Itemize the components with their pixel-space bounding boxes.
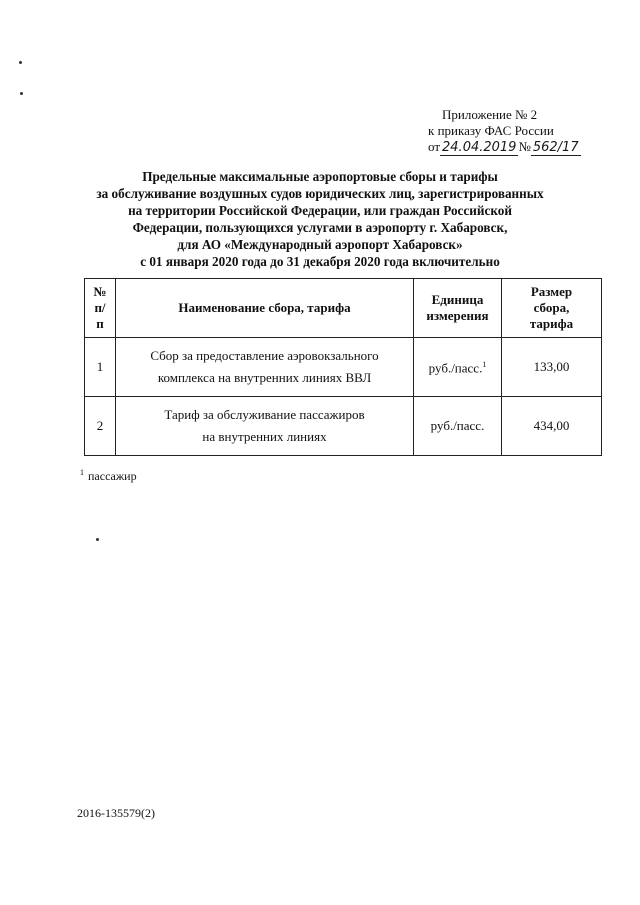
header-unit-line2: измерения xyxy=(426,308,489,323)
table-row xyxy=(85,338,602,397)
table-row xyxy=(85,397,602,456)
row-unit: руб./пасс. xyxy=(414,397,502,456)
footnote-ref: 1 xyxy=(482,360,487,370)
scan-speck xyxy=(96,538,99,541)
row-name-line1: Сбор за предоставление аэровокзального xyxy=(150,348,379,363)
row-value: 434,00 xyxy=(502,397,602,456)
header-name: Наименование сбора, тарифа xyxy=(116,279,414,338)
appendix-date-number xyxy=(428,139,598,156)
document-id: 2016-135579(2) xyxy=(77,806,155,820)
appendix-order: к приказу ФАС России xyxy=(428,123,554,138)
header-num xyxy=(85,279,116,338)
appendix-header xyxy=(428,107,598,156)
number-prefix: № xyxy=(518,139,531,154)
row-value: 133,00 xyxy=(502,338,602,397)
row-name xyxy=(116,397,414,456)
title-line: Федерации, пользующихся услугами в аэропорту г. Хабаровск, xyxy=(132,220,508,235)
scan-speck xyxy=(19,61,22,64)
row-name-line2: комплекса на внутренних линиях ВВЛ xyxy=(157,370,372,385)
header-size-line2: сбора, xyxy=(533,300,570,315)
row-unit xyxy=(414,338,502,397)
row-unit-text: руб./пасс. xyxy=(428,360,483,376)
footnote-mark: 1 xyxy=(80,468,84,477)
header-num-line2: п/п xyxy=(94,300,106,331)
handwritten-number: 562/17 xyxy=(532,140,579,155)
header-size-line1: Размер xyxy=(530,284,573,299)
handwritten-date: 24.04.2019 xyxy=(442,140,517,155)
table-header-row xyxy=(85,279,602,338)
appendix-label: Приложение № 2 xyxy=(442,107,538,122)
row-name xyxy=(116,338,414,397)
header-size xyxy=(502,279,602,338)
title-line: с 01 января 2020 года до 31 декабря 2020 года включительно xyxy=(140,254,500,269)
header-num-line1: № xyxy=(93,284,107,299)
header-unit-line1: Единица xyxy=(431,292,484,307)
footnote-text: пассажир xyxy=(88,469,137,483)
date-prefix: от xyxy=(428,139,441,154)
document-title xyxy=(60,168,580,270)
row-num: 2 xyxy=(85,397,116,456)
header-unit xyxy=(414,279,502,338)
title-line: Предельные максимальные аэропортовые сборы и тарифы xyxy=(142,169,498,184)
title-line: за обслуживание воздушных судов юридических лиц, зарегистрированных xyxy=(96,186,544,201)
row-name-line1: Тариф за обслуживание пассажиров xyxy=(164,407,365,422)
header-size-line3: тарифа xyxy=(529,316,574,331)
tariffs-table xyxy=(84,278,602,456)
title-line: на территории Российской Федерации, или граждан Российской xyxy=(128,203,512,218)
row-name-line2: на внутренних линиях xyxy=(202,429,327,444)
title-line: для АО «Международный аэропорт Хабаровск» xyxy=(177,237,463,252)
scan-speck xyxy=(20,92,23,95)
row-num: 1 xyxy=(85,338,116,397)
footnote xyxy=(80,468,137,484)
